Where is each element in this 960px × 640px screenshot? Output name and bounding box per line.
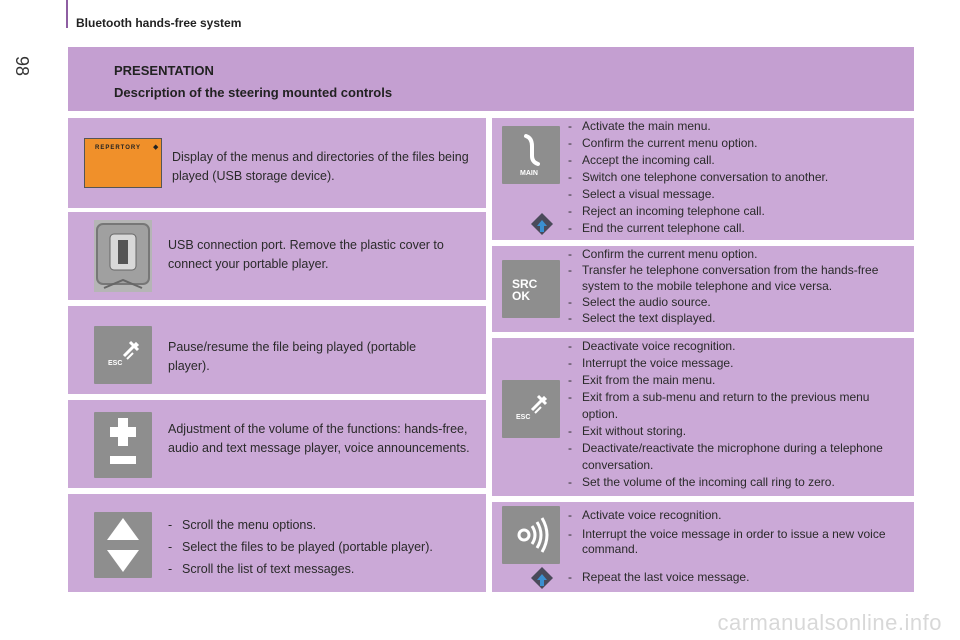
list-item: - End the current telephone call. (564, 220, 904, 237)
list-item: - Select the text displayed. (564, 310, 906, 326)
list-item: - Confirm the current menu option. (564, 135, 904, 152)
plus-minus-icon (94, 412, 152, 478)
page-number: 98 (12, 56, 32, 77)
control-row-volume (68, 400, 486, 488)
list-item: - Interrupt the voice message. (564, 355, 904, 372)
list-item: - Exit without storing. (564, 423, 904, 440)
control-action-list (564, 246, 906, 326)
repertory-display-icon: REPERTORY ◆ (84, 138, 162, 188)
list-item: - Transfer he telephone conversation from the hands-free system to the mobile telephone and vice versa. (564, 262, 906, 294)
list-item: - Repeat the last voice message. (564, 570, 749, 584)
list-item: - Deactivate/reactivate the microphone during a telephone conversation. (564, 440, 904, 474)
control-row-main (492, 118, 914, 240)
control-description: Adjustment of the volume of the functions: hands-free, audio and text message player, voice announcements. (168, 422, 470, 455)
header-accent-bar (66, 0, 68, 28)
control-action-list (564, 338, 904, 491)
usb-port-icon (94, 220, 152, 292)
list-item: - Activate voice recognition. (564, 508, 904, 523)
main-button-icon: MAIN (502, 126, 560, 184)
list-item: - Select the files to be played (portable player). (164, 536, 474, 558)
list-item: - Confirm the current menu option. (564, 246, 906, 262)
control-row-esc-left (68, 306, 486, 394)
control-action-list (164, 514, 474, 580)
control-description: USB connection port. Remove the plastic cover to connect your portable player. (168, 238, 444, 271)
list-item: - Switch one telephone conversation to another. (564, 169, 904, 186)
section-header (68, 47, 914, 111)
list-item: - Select a visual message. (564, 186, 904, 203)
up-down-arrows-icon (94, 512, 152, 578)
section-title: PRESENTATION (114, 63, 214, 78)
control-row-esc-right (492, 338, 914, 496)
control-row-usb (68, 212, 486, 300)
src-ok-button-icon: SRC OK (502, 260, 560, 318)
list-item: - Exit from the main menu. (564, 372, 904, 389)
watermark: carmanualsonline.info (717, 610, 942, 635)
list-item: - Scroll the menu options. (164, 514, 474, 536)
esc-button-icon: ESC (94, 326, 152, 384)
list-item: - Scroll the list of text messages. (164, 558, 474, 580)
control-row-scroll (68, 494, 486, 592)
list-item: - Select the audio source. (564, 294, 906, 310)
control-row-voice (492, 502, 914, 592)
control-action-list (564, 118, 904, 237)
list-item: - Reject an incoming telephone call. (564, 203, 904, 220)
list-item: - Deactivate voice recognition. (564, 338, 904, 355)
section-subtitle: Description of the steering mounted controls (114, 85, 393, 100)
header-title: Bluetooth hands-free system (76, 16, 242, 30)
control-action-list (564, 508, 904, 557)
list-item: - Activate the main menu. (564, 118, 904, 135)
list-item: - Exit from a sub-menu and return to the previous menu option. (564, 389, 904, 423)
pull-lever-icon (530, 566, 554, 590)
control-row-src-ok (492, 246, 914, 332)
control-description: Display of the menus and directories of the files being played (USB storage device). (172, 150, 469, 183)
pull-lever-icon (530, 212, 554, 236)
control-row-repertory (68, 118, 486, 208)
esc-button-icon: ESC (502, 380, 560, 438)
voice-button-icon (502, 506, 560, 564)
list-item: - Accept the incoming call. (564, 152, 904, 169)
list-item: - Set the volume of the incoming call ring to zero. (564, 474, 904, 491)
list-item: - Interrupt the voice message in order to issue a new voice command. (564, 527, 904, 557)
control-description: Pause/resume the file being played (portable player). (168, 340, 417, 373)
